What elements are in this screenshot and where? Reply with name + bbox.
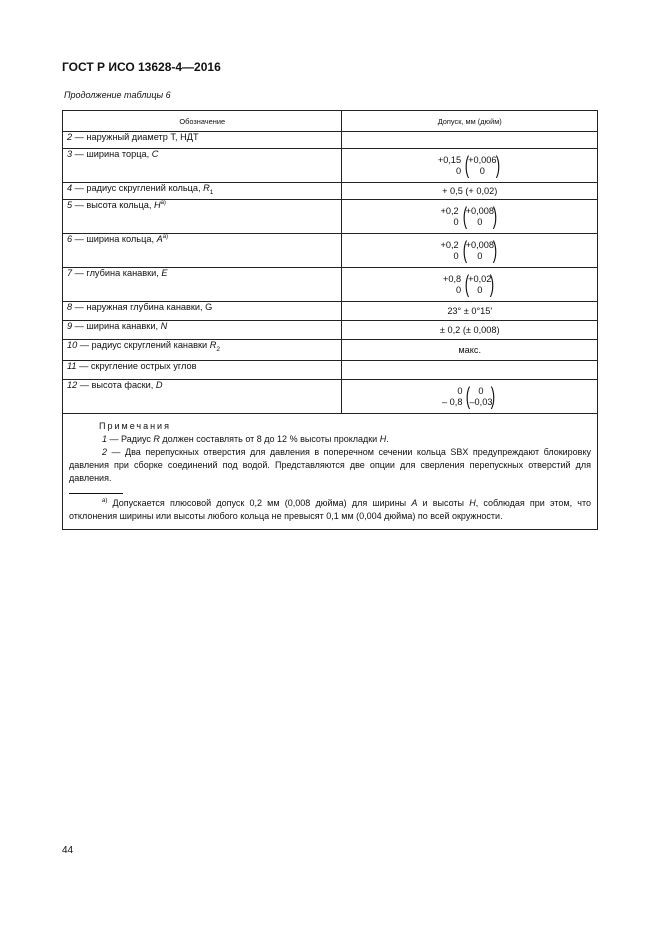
table-row [63, 183, 598, 200]
tolerance-value: +0,2 0 ( +0,008 0 ) [440, 202, 498, 230]
col-header-tolerance: Допуск, мм (дюйм) [342, 111, 598, 132]
designation-cell: 2 — наружный диаметр Т, НДТ [63, 132, 342, 149]
tolerance-cell [342, 132, 598, 149]
tolerance-cell: + 0,5 (+ 0,02) [342, 183, 598, 200]
tolerance-cell [342, 380, 598, 414]
designation-cell: 3 — ширина торца, C [63, 149, 342, 183]
notes-cell [63, 414, 598, 530]
tolerance-cell: 23° ± 0°15' [342, 302, 598, 321]
tolerance-table [62, 110, 598, 530]
tolerance-cell [342, 200, 598, 234]
tolerance-cell: ± 0,2 (± 0,008) [342, 321, 598, 340]
tolerance-cell: макс. [342, 340, 598, 361]
tolerance-value: +0,2 0 ( +0,008 0 ) [440, 236, 498, 264]
designation-cell: 12 — высота фаски, D [63, 380, 342, 414]
designation-cell: 9 — ширина канавки, N [63, 321, 342, 340]
tolerance-cell [342, 234, 598, 268]
table-row [63, 302, 598, 321]
table-row [63, 132, 598, 149]
designation-cell: 4 — радиус скруглений кольца, $R_1$ [63, 183, 342, 200]
document-title: ГОСТ Р ИСО 13628-4—2016 [62, 60, 221, 74]
table-row [63, 361, 598, 380]
tolerance-value: +0,8 0 ( +0,02 0 ) [443, 270, 495, 298]
designation-cell: 10 — радиус скруглений канавки $R_2$ [63, 340, 342, 361]
designation-cell: 7 — глубина канавки, E [63, 268, 342, 302]
table-row [63, 340, 598, 361]
designation-cell: 6 — ширина кольца, $A^{a)}$ [63, 234, 342, 268]
table-row [63, 200, 598, 234]
table-header-row [63, 111, 598, 132]
tolerance-value: +0,15 0 ( +0,006 0 ) [437, 151, 500, 179]
table-row [63, 380, 598, 414]
table-row [63, 234, 598, 268]
page-number: 44 [62, 845, 74, 856]
note-2: 2 — Два перепускных отверстия для давления в поперечном сечении кольца SBX предупреждают блокировку давления при сборке соединений под водой. Представляются две опции для сверления перепускных отверстий для давления. [69, 447, 591, 483]
tolerance-value: 0 – 0,8 ( 0 –0,03 ) [442, 382, 496, 410]
footnote-divider [69, 493, 123, 494]
notes-title: Примечания [99, 421, 171, 431]
designation-cell: 8 — наружная глубина канавки, G [63, 302, 342, 321]
tolerance-cell [342, 361, 598, 380]
tolerance-cell [342, 268, 598, 302]
designation-cell: 11 — скругление острых углов [63, 361, 342, 380]
table-row [63, 149, 598, 183]
notes-row [63, 414, 598, 530]
table-row [63, 268, 598, 302]
table-row [63, 321, 598, 340]
note-1: 1 — Радиус R должен составлять от 8 до 12 % высоты прокладки H. [102, 434, 389, 444]
tolerance-cell [342, 149, 598, 183]
footnote: $^{a)}$ Допускается плюсовой допуск 0,2 мм (0,008 дюйма) для ширины A и высоты H, соблюдая при этом, что отклонения ширины или высоты любого кольца не превысят 0,1 мм (0,004 дюйма) по всей окружности. [69, 498, 592, 521]
col-header-designation: Обозначение [63, 111, 342, 132]
table-caption: Продолжение таблицы 6 [64, 90, 171, 100]
designation-cell: 5 — высота кольца, $H^{a)}$ [63, 200, 342, 234]
